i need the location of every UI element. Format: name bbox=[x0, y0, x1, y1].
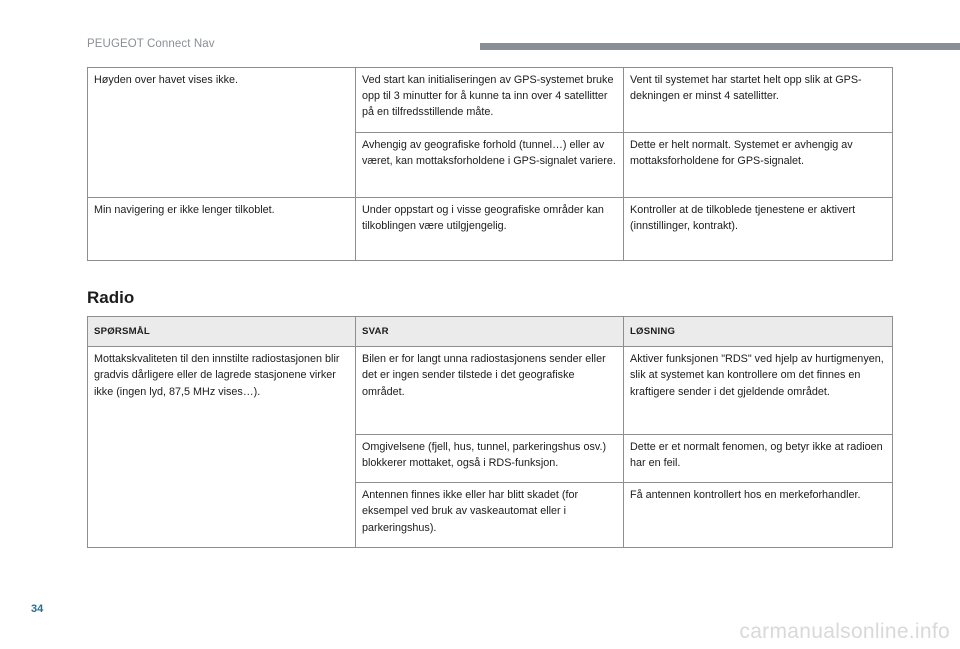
radio-section-heading: Radio bbox=[87, 288, 135, 307]
radio-troubleshooting-table bbox=[87, 316, 893, 548]
answer-cell: Bilen er for langt unna radiostasjonens sender eller det er ingen sender tilstede i det geografiske området. bbox=[356, 347, 624, 435]
table-row bbox=[88, 68, 893, 133]
solution-cell: Dette er helt normalt. Systemet er avhengig av mottaksforholdene for GPS-signalet. bbox=[624, 133, 893, 198]
question-cell: Mottakskvaliteten til den innstilte radiostasjonen blir gradvis dårligere eller de lagrede stasjonene virker ikke (ingen lyd, 87,5 MHz vises…). bbox=[88, 347, 356, 548]
table-row bbox=[88, 198, 893, 261]
column-header-solution: LØSNING bbox=[624, 317, 893, 347]
answer-cell: Avhengig av geografiske forhold (tunnel…) eller av været, kan mottaksforholdene i GPS-signalet variere. bbox=[356, 133, 624, 198]
solution-cell: Kontroller at de tilkoblede tjenestene er aktivert (innstillinger, kontrakt). bbox=[624, 198, 893, 261]
page-number: 34 bbox=[31, 603, 44, 615]
document-header-title: PEUGEOT Connect Nav bbox=[87, 38, 215, 50]
answer-cell: Under oppstart og i visse geografiske områder kan tilkoblingen være utilgjengelig. bbox=[356, 198, 624, 261]
gps-troubleshooting-table bbox=[87, 67, 893, 261]
table-row bbox=[88, 347, 893, 435]
column-header-answer: SVAR bbox=[356, 317, 624, 347]
solution-cell: Vent til systemet har startet helt opp slik at GPS-dekningen er minst 4 satellitter. bbox=[624, 68, 893, 133]
watermark: carmanualsonline.info bbox=[739, 620, 950, 643]
question-cell: Høyden over havet vises ikke. bbox=[88, 68, 356, 198]
question-cell: Min navigering er ikke lenger tilkoblet. bbox=[88, 198, 356, 261]
column-header-question: SPØRSMÅL bbox=[88, 317, 356, 347]
answer-cell: Omgivelsene (fjell, hus, tunnel, parkeringshus osv.) blokkerer mottaket, også i RDS-funksjon. bbox=[356, 435, 624, 483]
solution-cell: Dette er et normalt fenomen, og betyr ikke at radioen har en feil. bbox=[624, 435, 893, 483]
solution-cell: Få antennen kontrollert hos en merkeforhandler. bbox=[624, 483, 893, 548]
answer-cell: Antennen finnes ikke eller har blitt skadet (for eksempel ved bruk av vaskeautomat eller i parkeringshus). bbox=[356, 483, 624, 548]
table-header-row bbox=[88, 317, 893, 347]
header-bar bbox=[480, 43, 960, 50]
answer-cell: Ved start kan initialiseringen av GPS-systemet bruke opp til 3 minutter for å kunne ta inn over 4 satellitter på en tilfredsstillende måte. bbox=[356, 68, 624, 133]
solution-cell: Aktiver funksjonen "RDS" ved hjelp av hurtigmenyen, slik at systemet kan kontrollere om det finnes en kraftigere sender i det gjeldende området. bbox=[624, 347, 893, 435]
